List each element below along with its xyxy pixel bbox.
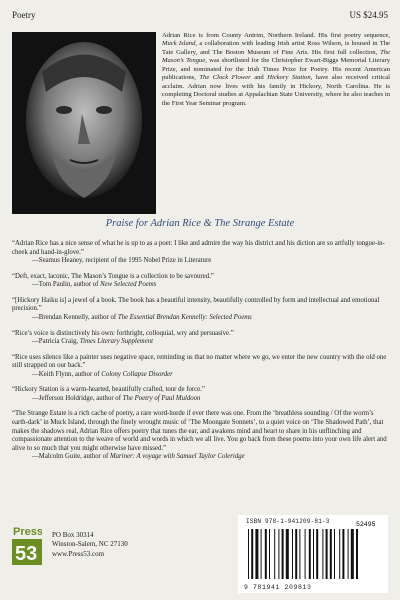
price-code: 52495 (356, 521, 376, 528)
address-line: www.Press53.com (52, 549, 105, 558)
praise-heading-prefix: Praise for Adrian Rice (105, 218, 204, 229)
top-bar (12, 10, 388, 24)
barcode-bar (255, 529, 258, 579)
attribution-title: Times Literary Supplement (79, 338, 154, 346)
quote-body: “Rice’s voice is distinctively his own: forthright, colloquial, wry and persuasive.” (12, 329, 234, 337)
quote-attribution (12, 371, 388, 380)
barcode-bar (342, 529, 344, 579)
quote-attribution (12, 314, 388, 323)
barcode-bar (251, 529, 253, 579)
praise-quote (12, 386, 388, 403)
barcode-bar (322, 529, 323, 579)
barcode-bar (330, 529, 332, 579)
logo-bottom-text: 53 (15, 543, 38, 565)
barcode-bar (339, 529, 340, 579)
attribution-text: —Brendan Kennelly, author of (32, 313, 118, 321)
quote-body: “Rice uses silence like a painter uses negative space, reminding us that no matter where we go, we enter the new country with the old one still strapped on our back.” (12, 353, 387, 370)
author-bio (162, 32, 390, 108)
barcode-bar (286, 529, 289, 579)
publisher-address (52, 531, 128, 559)
bio-text: , a collaboration with leading Irish artist Ross Wilson, is housed in The Tate Gallery, and The Boston Museum of Fine Arts. His first full collection, (162, 40, 390, 56)
bio-text: , have also received critical acclaim. Adrian now lives with his family in Hickory, North Carolina. He is completing Doctoral studies at Appalachian State University, where he also teaches in the First Year Seminar program. (162, 74, 390, 107)
barcode-bar (351, 529, 354, 579)
bio-title: Muck Island (162, 40, 196, 48)
attribution-text: —Seamus Heaney, recipient of the 1995 Nobel Prize in Literature (32, 257, 212, 265)
barcode-bar (261, 529, 262, 579)
quote-body: “Deft, exact, laconic, The Mason’s Tongue is a collection to be savoured.” (12, 272, 214, 280)
barcode-bar (309, 529, 311, 579)
attribution-title: New Selected Poems (100, 281, 157, 289)
isbn-text: ISBN 978-1-941209-81-3 (246, 518, 330, 525)
praise-quote (12, 410, 388, 461)
address-line: Winston-Salem, NC 27130 (52, 540, 128, 549)
barcode-bar (326, 529, 328, 579)
attribution-title: Colony Collapse Disorder (101, 370, 173, 378)
attribution-text: —Jefferson Holdridge, author of (32, 394, 123, 402)
price-label: US $24.95 (349, 10, 388, 20)
attribution-text: —Keith Flynn, author of (32, 370, 102, 378)
praise-quotes (12, 240, 388, 469)
address-line: PO Box 30314 (52, 531, 94, 539)
genre-label: Poetry (12, 10, 36, 20)
barcode-bar (282, 529, 284, 579)
barcode-bar (316, 529, 318, 579)
praise-quote (12, 297, 388, 323)
quote-body: “Hickory Station is a warm-hearted, beautifully crafted, tour de force.” (12, 386, 205, 394)
praise-quote (12, 240, 388, 266)
barcode-bar (334, 529, 335, 579)
quote-attribution (12, 395, 388, 404)
praise-quote (12, 330, 388, 347)
barcode-bar (269, 529, 270, 579)
author-photo (12, 32, 156, 214)
press53-logo (12, 523, 42, 567)
attribution-text: —Patricia Craig, (32, 338, 80, 346)
praise-heading (0, 218, 400, 229)
praise-heading-suffix: The Strange Estate (211, 218, 295, 229)
barcode-bar (248, 529, 249, 579)
bio-title: The Mason’s Tongue (162, 48, 390, 65)
bio-text: and (250, 74, 268, 82)
bio-title: Hickory Station (267, 74, 311, 82)
quote-body: “Adrian Rice has a nice sense of what he is up to as a poet: I like and admire the way his district and his diction are so artfully tongue-in-cheek and hand-in-glove.” (12, 240, 385, 256)
attribution-title: The Poetry of Paul Muldoon (122, 394, 201, 402)
bio-text: Adrian Rice is from County Antrim, Northern Ireland. His first poetry sequence, (162, 32, 390, 39)
barcode-bar (348, 529, 349, 579)
logo-top-text: Press (13, 526, 42, 538)
bio-title: The Clock Flower (199, 74, 251, 82)
barcode-bar (356, 529, 358, 579)
barcode-bar (292, 529, 293, 579)
barcode-bar (299, 529, 300, 579)
barcode-bar (265, 529, 267, 579)
barcode-bar (278, 529, 279, 579)
barcode-bar (305, 529, 306, 579)
attribution-title: Mariner: A voyage with Samuel Taylor Coleridge (109, 453, 245, 461)
attribution-text: —Malcolm Guite, author of (32, 453, 110, 461)
publisher-footer (12, 515, 388, 593)
quote-attribution (12, 281, 388, 290)
praise-quote (12, 273, 388, 290)
isbn-barcode (238, 515, 388, 593)
praise-quote (12, 354, 388, 380)
barcode-bars (238, 515, 388, 593)
attribution-title: The Essential Brendan Kennelly: Selected Poems (117, 313, 252, 321)
bio-text: , was shortlisted for the Christopher Ewart-Biggs Memorial Literary Prize, and nominated for the Irish Times Prize for Poetry. His recent American publications, (162, 57, 390, 82)
barcode-bar (274, 529, 275, 579)
quote-attribution (12, 453, 388, 462)
quote-attribution (12, 257, 388, 266)
quote-body: “[Hickory Haiku is] a jewel of a book. The book has a beautiful intensity, beautifully controlled by form and intellectual and emotional precision.” (12, 296, 380, 313)
attribution-text: —Tom Paulin, author of (32, 281, 101, 289)
quote-attribution (12, 338, 388, 347)
barcode-bar (313, 529, 314, 579)
praise-heading-amp: & (203, 218, 212, 229)
quote-body: “The Strange Estate is a rich cache of poetry, a rare word-horde if ever there was one. From the ‘breathless sounding / Of the worm’s earth-dark’ in Muck Island, through the finely wrought music of ‘The Moongate Sonnets’, to a quiet voice on ‘The Shadowed Path’, that makes the shadows real, Adrian Rice offers poetry that tunes the ear, and awakens mind and heart to share in his unflinching and compassionate attention to the weave of world and words in which we all live. You go back from these poems into your own life alert and alive to so much that you might otherwise have missed.” (12, 410, 387, 452)
barcode-bar (295, 529, 297, 579)
barcode-digits: 9 781941 209813 (244, 584, 312, 591)
